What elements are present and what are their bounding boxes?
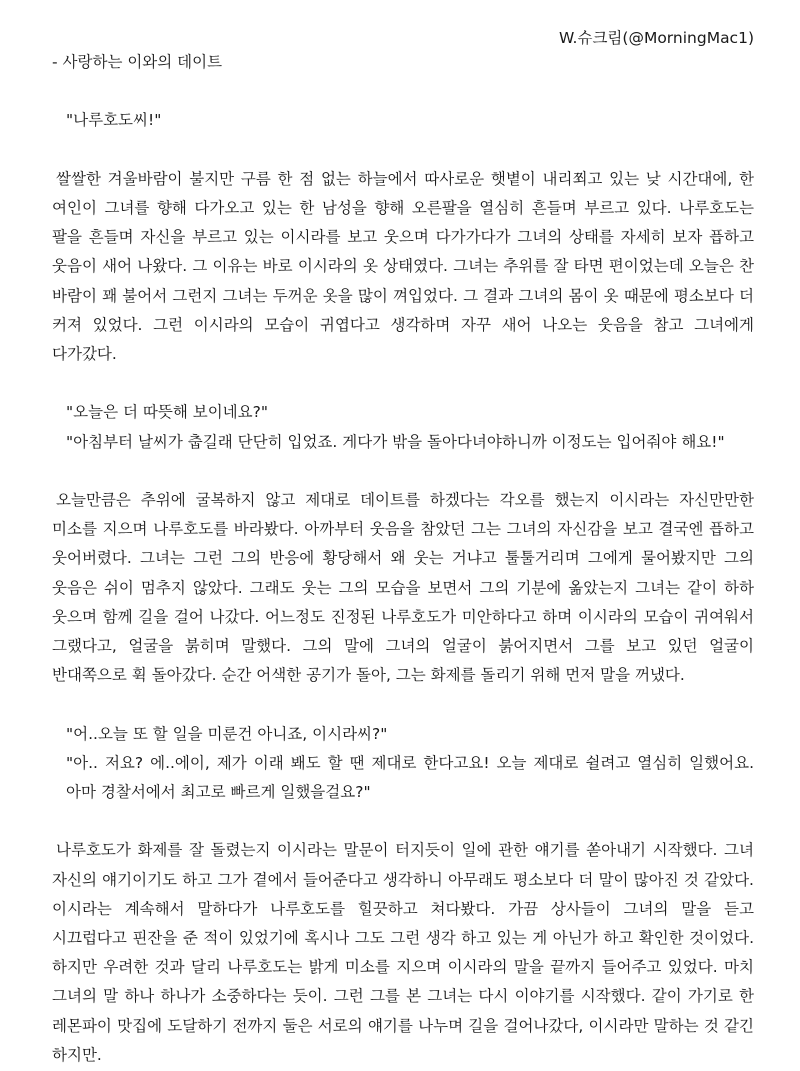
spacer xyxy=(52,690,754,719)
dialogue-line: "아.. 저요? 에..에이, 제가 이래 봬도 할 땐 제대로 한다고요! 오늘 제대로 쉴려고 열심히 일했어요. 아마 경찰서에서 최고로 빠르게 일했을걸요?" xyxy=(66,753,754,801)
dialogue-line: "오늘은 더 따뜻해 보이네요?" xyxy=(66,403,268,422)
paragraph: 나루호도가 화제를 잘 돌렸는지 이시라는 말문이 터지듯이 일에 관한 얘기를 쏟아내기 시작했다. 그녀 자신의 얘기이기도 하고 그가 곁에서 들어준다고 생각하니 아무래도 평소보다 더 말이 많아진 것 같았다. 이시라는 계속해서 말하다가 나루호도를 힐끗하고 쳐다봤다. 가끔 상사들이 그녀의 말을 듣고 시끄럽다고 핀잔을 준 적이 있었기에 혹시나 그도 그런 생각 하고 있는 게 아닌가 하고 확인한 것이었다. 하지만 우려한 것과 달리 나루호도는 밝게 미소를 지으며 이시라의 말을 끝까지 들어주고 있었다. 마치 그녀의 말 하나 하나가 소중하다는 듯이. 그런 그를 본 그녀는 다시 이야기를 시작했다. 같이 가기로 한 레몬파이 맛집에 도달하기 전까지 둘은 서로의 얘기를 나누며 길을 걸어나갔다, 이시라만 말하는 것 같긴 하지만. xyxy=(52,841,754,1064)
spacer xyxy=(52,457,754,486)
dialogue-line: "아침부터 날씨가 춥길래 단단히 입었죠. 게다가 밖을 돌아다녀야하니까 이정도는 입어줘야 해요!" xyxy=(66,432,725,451)
dialogue-line: "어..오늘 또 할 일을 미룬건 아니죠, 이시라씨?" xyxy=(66,724,388,743)
story-body xyxy=(52,48,754,1070)
story-title: - 사랑하는 이와의 데이트 xyxy=(52,53,223,71)
author-credit: W.슈크림(@MorningMac1) xyxy=(559,29,754,47)
paragraph: 쌀쌀한 겨울바람이 불지만 구름 한 점 없는 하늘에서 따사로운 햇볕이 내리쬐고 있는 낮 시간대에, 한 여인이 그녀를 향해 다가오고 있는 한 남성을 향해 오른팔을 열심히 흔들며 부르고 있다. 나루호도는 팔을 흔들며 자신을 부르고 있는 이시라를 보고 웃으며 다가가다가 그녀의 상태를 자세히 보자 픕하고 웃음이 새어 나왔다. 그 이유는 바로 이시라의 옷 상태였다. 그녀는 추위를 잘 타면 편이었는데 오늘은 찬 바람이 꽤 불어서 그런지 그녀는 두꺼운 옷을 많이 껴입었다. 그 결과 그녀의 몸이 옷 때문에 평소보다 더 커져 있었다. 그런 이시라의 모습이 귀엽다고 생각하며 자꾸 새어 나오는 웃음을 참고 그녀에게 다가갔다. xyxy=(52,169,754,363)
dialogue-line: "나루호도씨!" xyxy=(66,111,162,130)
spacer xyxy=(52,369,754,398)
paragraph: 오늘만큼은 추위에 굴복하지 않고 제대로 데이트를 하겠다는 각오를 했는지 이시라는 자신만만한 미소를 지으며 나루호도를 바라봤다. 아까부터 웃음을 참았던 그는 그녀의 자신감을 보고 결국엔 픕하고 웃어버렸다. 그녀는 그런 그의 반응에 황당해서 왜 웃는 거냐고 툴툴거리며 그에게 물어봤지만 그의 웃음은 쉬이 멈추지 않았다. 그래도 웃는 그의 모습을 보면서 그의 기분에 옮았는지 그녀는 같이 하하 웃으며 함께 길을 걸어 나갔다. 어느정도 진정된 나루호도가 미안하다고 하며 이시라의 모습이 귀여워서 그랬다고, 얼굴을 붉히며 말했다. 그의 말에 그녀의 얼굴이 붉어지면서 그를 보고 있던 얼굴이 반대쪽으로 휙 돌아갔다. 순간 어색한 공기가 돌아, 그는 화제를 돌리기 위해 먼저 말을 꺼냈다. xyxy=(52,490,754,685)
spacer xyxy=(52,807,754,836)
spacer xyxy=(52,136,754,165)
spacer xyxy=(52,77,754,106)
